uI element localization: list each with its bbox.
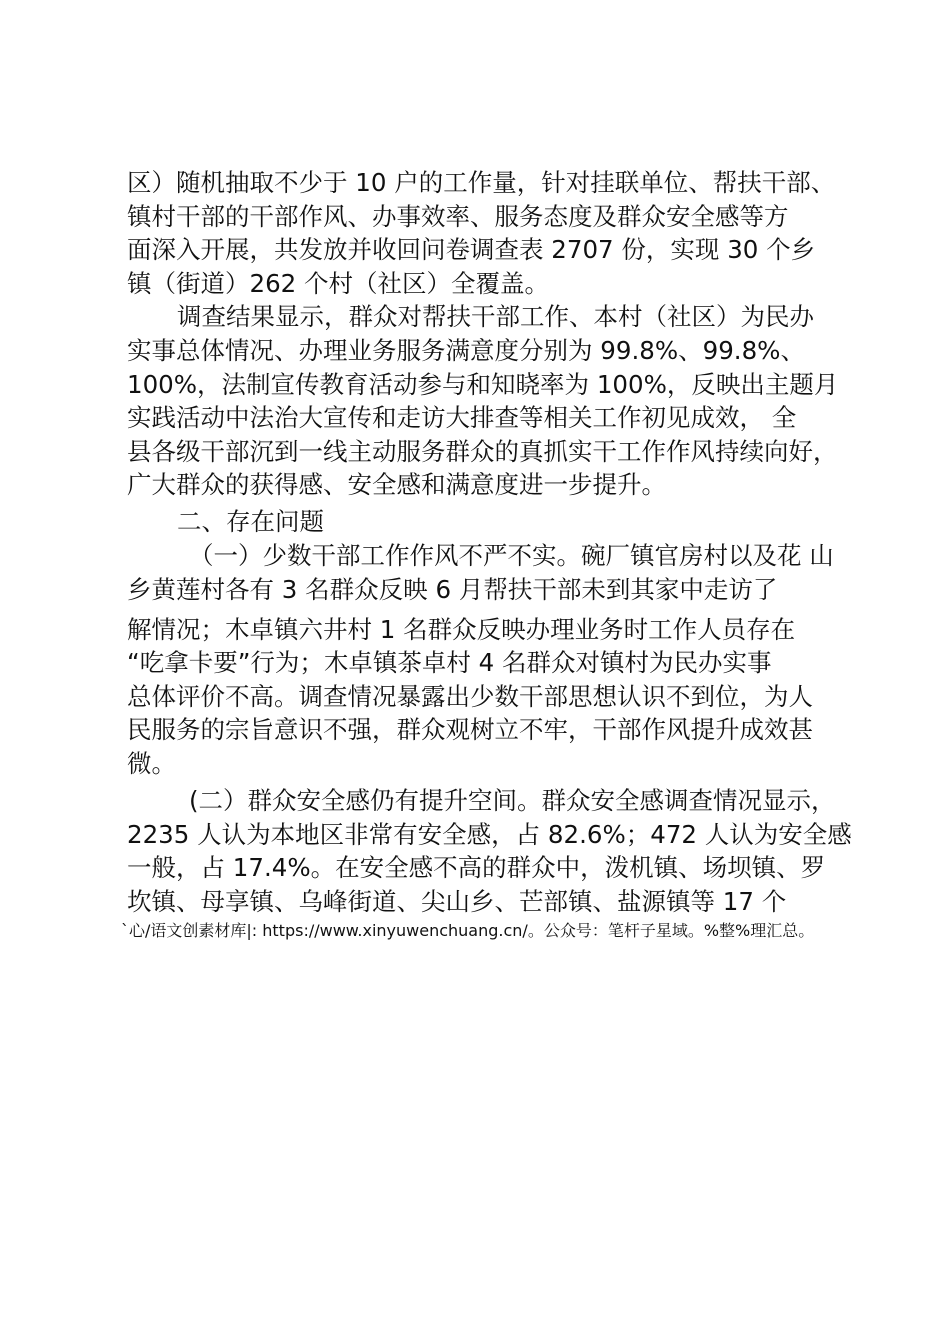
text-line: 镇村干部的干部作风、办事效率、服务态度及群众安全感等方 — [127, 201, 789, 231]
text-line: 实事总体情况、办理业务服务满意度分别为 99.8%、99.8%、 — [127, 335, 805, 365]
text-line: 总体评价不高。调查情况暴露出少数干部思想认识不到位，为人 — [127, 681, 813, 711]
text-line: 解情况；木卓镇六井村 1 名群众反映办理业务时工作人员存在 — [127, 614, 796, 644]
text-line: 镇（街道）262 个村（社区）全覆盖。 — [127, 268, 550, 298]
text-line: （一）少数干部工作作风不严不实。碗厂镇官房村以及花 山 — [189, 540, 834, 570]
text-line: 微。 — [127, 748, 176, 778]
text-line: 一般，占 17.4%。在安全感不高的群众中，泼机镇、场坝镇、罗 — [127, 853, 826, 883]
text-line: 民服务的宗旨意识不强，群众观树立不牢，干部作风提升成效甚 — [127, 715, 813, 745]
text-line: 调查结果显示，群众对帮扶干部工作、本村（社区）为民办 — [177, 302, 814, 332]
text-line: 乡黄莲村各有 3 名群众反映 6 月帮扶干部未到其家中走访了 — [127, 574, 778, 604]
section-heading: 二、存在问题 — [177, 507, 324, 537]
watermark-footer: `心/语文创素材库|: https://www.xinyuwenchuang.cn/。公众号：笔杆子星域。%整%理汇总。 — [121, 921, 815, 940]
text-line: (二）群众安全感仍有提升空间。群众安全感调查情况显示， — [189, 785, 836, 815]
text-line: 县各级干部沉到一线主动服务群众的真抓实干工作作风持续向好， — [127, 436, 838, 466]
text-line: 广大群众的获得感、安全感和满意度进一步提升。 — [127, 470, 666, 500]
text-line: 坎镇、母享镇、乌峰街道、尖山乡、芒部镇、盐源镇等 17 个 — [127, 886, 787, 916]
text-line: 2235 人认为本地区非常有安全感，占 82.6%；472 人认为安全感 — [127, 819, 852, 849]
text-line: 实践活动中法治大宣传和走访大排查等相关工作初见成效， 全 — [127, 403, 797, 433]
text-line: 面深入开展，共发放并收回问卷调查表 2707 份，实现 30 个乡 — [127, 235, 816, 265]
text-line: 区）随机抽取不少于 10 户的工作量，针对挂联单位、帮扶干部、 — [127, 168, 836, 197]
text-line: “吃拿卡要”行为；木卓镇茶卓村 4 名群众对镇村为民办实事 — [127, 648, 772, 678]
text-line: 100%，法制宣传教育活动参与和知晓率为 100%，反映出主题月 — [127, 369, 839, 399]
body-text — [127, 166, 862, 918]
